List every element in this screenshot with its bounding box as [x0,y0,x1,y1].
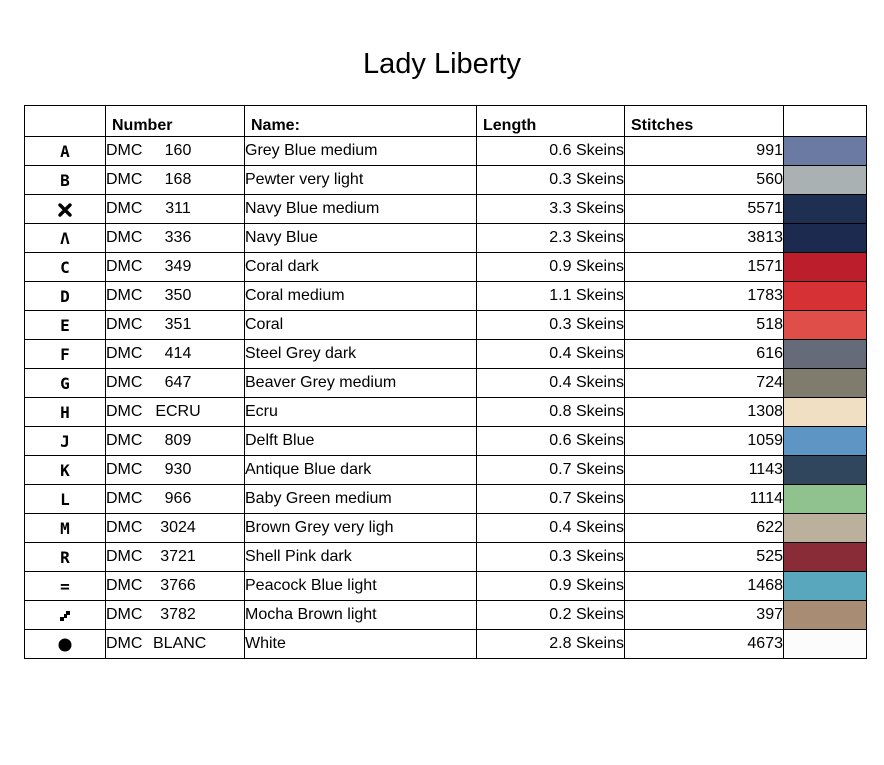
number-cell [106,166,245,195]
number-cell [106,195,245,224]
stitches-value: 4673 [625,630,784,659]
color-swatch [784,340,866,368]
color-swatch [784,543,866,571]
brand-label: DMC [106,432,143,449]
color-swatch [784,369,866,397]
length-value: 2.8 Skeins [477,630,625,659]
color-swatch-cell [784,195,867,224]
number-cell [106,427,245,456]
symbol-cell [25,369,106,398]
symbol-cell [25,485,106,514]
header-name: Name: [245,106,477,137]
stitches-value: 5571 [625,195,784,224]
color-name: Brown Grey very ligh [245,514,477,543]
stitches-value: 560 [625,166,784,195]
color-swatch [784,137,866,165]
symbol-cell [25,282,106,311]
color-name: Antique Blue dark [245,456,477,485]
symbol-glyph: B [60,170,70,190]
color-code: 160 [164,142,192,159]
color-swatch-cell [784,514,867,543]
color-swatch [784,572,866,600]
stitches-value: 1571 [625,253,784,282]
color-code: BLANC [153,635,207,652]
length-value: 0.4 Skeins [477,514,625,543]
brand-label: DMC [106,142,143,159]
color-swatch-cell [784,224,867,253]
table-row [25,543,867,572]
symbol-cell [25,340,106,369]
color-swatch-cell [784,253,867,282]
stitches-value: 525 [625,543,784,572]
table-row [25,485,867,514]
table-row [25,195,867,224]
color-code: 809 [164,432,192,449]
color-name: Ecru [245,398,477,427]
color-code: 3766 [160,577,196,594]
number-cell [106,282,245,311]
brand-label: DMC [106,606,143,623]
brand-label: DMC [106,316,143,333]
symbol-cell [25,514,106,543]
brand-label: DMC [106,229,143,246]
color-code: 336 [164,229,192,246]
header-stitches: Stitches [625,106,784,137]
color-name: Coral medium [245,282,477,311]
color-name: Shell Pink dark [245,543,477,572]
color-swatch [784,601,866,629]
length-value: 0.7 Skeins [477,456,625,485]
page-title: Lady Liberty [363,48,521,80]
symbol-cell [25,195,106,224]
symbol-cell [25,224,106,253]
table-header-row [25,106,867,137]
color-swatch-cell [784,601,867,630]
color-swatch [784,514,866,542]
table-row [25,456,867,485]
color-swatch [784,485,866,513]
color-swatch [784,166,866,194]
length-value: 0.4 Skeins [477,340,625,369]
stitches-value: 518 [625,311,784,340]
color-name: Grey Blue medium [245,137,477,166]
symbol-glyph: H [60,402,70,422]
color-code: 3024 [160,519,196,536]
color-swatch-cell [784,485,867,514]
length-value: 0.9 Skeins [477,253,625,282]
table-row [25,572,867,601]
dots-pattern-icon [59,606,71,625]
stitches-value: 616 [625,340,784,369]
stitches-value: 1468 [625,572,784,601]
table-row [25,630,867,659]
number-cell [106,572,245,601]
color-swatch-cell [784,340,867,369]
number-cell [106,398,245,427]
table-row [25,166,867,195]
length-value: 3.3 Skeins [477,195,625,224]
number-cell [106,340,245,369]
symbol-glyph: D [60,286,70,306]
length-value: 0.8 Skeins [477,398,625,427]
number-cell [106,543,245,572]
stitches-value: 3813 [625,224,784,253]
symbol-cell [25,601,106,630]
table-row [25,601,867,630]
color-code: ECRU [155,403,201,420]
number-cell [106,601,245,630]
symbol-cell [25,253,106,282]
symbol-glyph: L [60,489,70,509]
filled-circle-icon [58,635,72,654]
header-symbol [25,106,106,137]
x-mark-icon [58,200,72,219]
length-value: 0.6 Skeins [477,137,625,166]
color-swatch-cell [784,398,867,427]
symbol-glyph: A [60,141,70,161]
color-swatch-cell [784,427,867,456]
symbol-cell [25,311,106,340]
color-swatch-cell [784,456,867,485]
number-cell [106,137,245,166]
number-cell [106,369,245,398]
symbol-glyph: K [60,460,70,480]
color-swatch [784,224,866,252]
symbol-glyph: E [60,315,70,335]
symbol-cell [25,572,106,601]
color-swatch-cell [784,369,867,398]
table-row [25,137,867,166]
brand-label: DMC [106,345,143,362]
table-row [25,369,867,398]
stitches-value: 724 [625,369,784,398]
color-swatch [784,195,866,223]
color-name: Delft Blue [245,427,477,456]
symbol-cell [25,456,106,485]
color-swatch [784,282,866,310]
color-swatch-cell [784,572,867,601]
number-cell [106,311,245,340]
symbol-glyph: M [60,518,70,538]
symbol-cell [25,427,106,456]
number-cell [106,485,245,514]
symbol-glyph: C [60,257,70,277]
brand-label: DMC [106,403,143,420]
stitches-value: 1114 [625,485,784,514]
floss-key-table [24,105,867,659]
color-code: 966 [164,490,192,507]
color-swatch-cell [784,543,867,572]
brand-label: DMC [106,200,143,217]
stitches-value: 1059 [625,427,784,456]
color-code: 350 [164,287,192,304]
color-swatch [784,253,866,281]
color-swatch [784,398,866,426]
number-cell [106,456,245,485]
length-value: 0.9 Skeins [477,572,625,601]
color-name: White [245,630,477,659]
stitches-value: 991 [625,137,784,166]
color-swatch-cell [784,137,867,166]
brand-label: DMC [106,171,143,188]
color-code: 3721 [160,548,196,565]
table-row [25,311,867,340]
color-name: Beaver Grey medium [245,369,477,398]
length-value: 0.4 Skeins [477,369,625,398]
brand-label: DMC [106,577,143,594]
symbol-glyph: Λ [60,228,70,248]
table-row [25,427,867,456]
brand-label: DMC [106,461,143,478]
table-row [25,253,867,282]
color-swatch-cell [784,282,867,311]
symbol-glyph: G [60,373,70,393]
length-value: 0.2 Skeins [477,601,625,630]
color-swatch [784,456,866,484]
color-name: Pewter very light [245,166,477,195]
brand-label: DMC [106,635,143,652]
color-name: Coral [245,311,477,340]
color-name: Steel Grey dark [245,340,477,369]
color-name: Baby Green medium [245,485,477,514]
color-swatch-cell [784,166,867,195]
color-swatch [784,630,866,658]
color-swatch [784,311,866,339]
symbol-cell [25,630,106,659]
color-code: 168 [164,171,192,188]
length-value: 1.1 Skeins [477,282,625,311]
symbol-glyph: J [60,431,70,451]
header-swatch [784,106,867,137]
length-value: 0.3 Skeins [477,311,625,340]
color-code: 647 [164,374,192,391]
color-code: 414 [164,345,192,362]
color-code: 349 [164,258,192,275]
color-code: 311 [165,200,191,217]
color-code: 351 [164,316,192,333]
number-cell [106,253,245,282]
color-name: Navy Blue medium [245,195,477,224]
stitches-value: 1143 [625,456,784,485]
symbol-cell [25,398,106,427]
color-name: Mocha Brown light [245,601,477,630]
length-value: 0.3 Skeins [477,543,625,572]
brand-label: DMC [106,548,143,565]
number-cell [106,630,245,659]
header-number: Number [106,106,245,137]
table-row [25,224,867,253]
brand-label: DMC [106,258,143,275]
symbol-cell [25,137,106,166]
length-value: 2.3 Skeins [477,224,625,253]
length-value: 0.6 Skeins [477,427,625,456]
length-value: 0.3 Skeins [477,166,625,195]
color-name: Coral dark [245,253,477,282]
stitches-value: 622 [625,514,784,543]
symbol-cell [25,543,106,572]
color-name: Peacock Blue light [245,572,477,601]
color-name: Navy Blue [245,224,477,253]
symbol-glyph: R [60,547,70,567]
header-length: Length [477,106,625,137]
stitches-value: 1308 [625,398,784,427]
brand-label: DMC [106,519,143,536]
table-row [25,398,867,427]
table-row [25,340,867,369]
number-cell [106,514,245,543]
symbol-glyph: F [60,344,70,364]
color-swatch-cell [784,311,867,340]
color-code: 930 [164,461,192,478]
number-cell [106,224,245,253]
symbol-glyph: = [60,576,70,596]
table-row [25,514,867,543]
color-swatch [784,427,866,455]
color-swatch-cell [784,630,867,659]
symbol-cell [25,166,106,195]
stitches-value: 397 [625,601,784,630]
brand-label: DMC [106,374,143,391]
brand-label: DMC [106,287,143,304]
length-value: 0.7 Skeins [477,485,625,514]
table-row [25,282,867,311]
brand-label: DMC [106,490,143,507]
stitches-value: 1783 [625,282,784,311]
color-code: 3782 [160,606,196,623]
